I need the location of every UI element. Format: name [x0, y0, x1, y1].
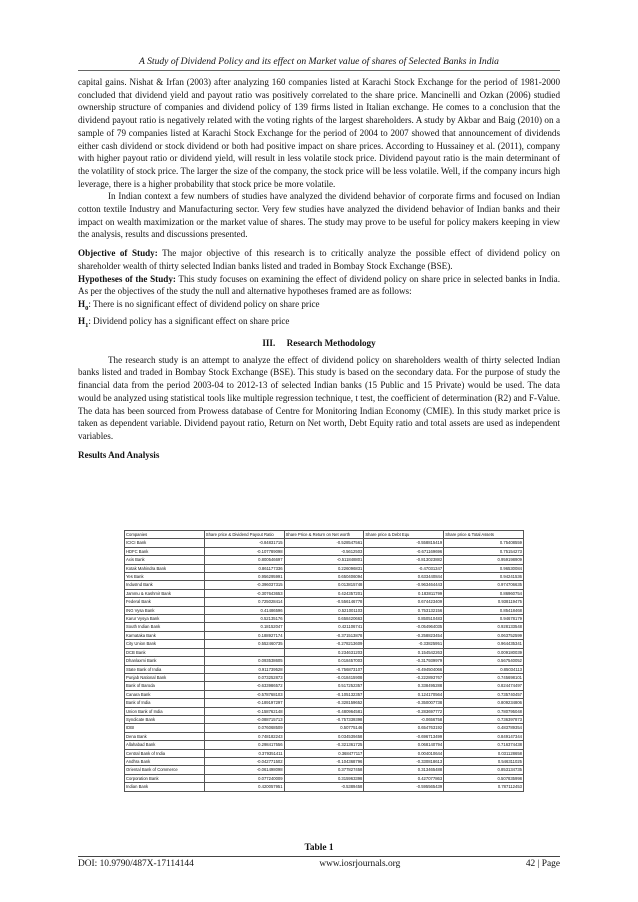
table-row [125, 707, 524, 715]
table-row [125, 741, 524, 749]
value-cell: -0.963464443 [364, 581, 444, 589]
value-cell: -0.278213609 [284, 640, 364, 648]
table-row [125, 749, 524, 757]
bank-name-cell: Central Bank of India [125, 749, 205, 757]
value-cell: 0.424357201 [284, 589, 364, 597]
page-body [78, 76, 560, 461]
value-cell: 0.18152047 [204, 623, 284, 631]
objective-paragraph [78, 247, 560, 272]
bank-name-cell: Jammu & Kashmir Bank [125, 589, 205, 597]
value-cell: 0.94678179 [444, 615, 524, 623]
value-cell: 0.093538605 [204, 657, 284, 665]
value-cell: 0.849147344 [444, 732, 524, 740]
table-row [125, 665, 524, 673]
h0-label: $H_0$ [78, 298, 89, 312]
bank-name-cell: IndusInd Bank [125, 581, 205, 589]
value-cell: -0.107789098 [204, 547, 284, 555]
value-cell: -0.494504066 [364, 665, 444, 673]
value-cell: 0.338495288 [364, 682, 444, 690]
correlation-table [124, 530, 524, 792]
paragraph-indian-context: In Indian context a few numbers of studies have analyzed the dividend behavior of corporate firms and focused on Indian cotton textile Industry and Manufacturing sector. Very few studies have analyzed the dividend behavior of Indian banks and their impact on wealth maximization or the market value of shares. The study may prove to be useful for policy makers keeping in view the analysis, results and discussions presented. [78, 191, 560, 240]
table-row [125, 774, 524, 782]
bank-name-cell: Karur Vysya Bank [125, 615, 205, 623]
bank-name-cell: South Indian Bank [125, 623, 205, 631]
null-hypothesis: $H_0$: There is no significant effect of dividend policy on share price [78, 298, 320, 312]
value-cell: 0.517252357 [284, 682, 364, 690]
bank-name-cell: Karnataka Bank [125, 631, 205, 639]
column-header: Share price & Total Assets [444, 531, 524, 539]
table-caption: Table 1 [304, 843, 334, 853]
bank-name-cell: City Union Bank [125, 640, 205, 648]
table-row [125, 699, 524, 707]
value-cell: 0.725028414 [204, 598, 284, 606]
objective-text: The major objective of this research is to critically analyze the possible effect of dividend policy on shareholder wealth of thirty selected Indian banks listed and traded in Bombay Stock Exchange (BSE). [78, 248, 560, 271]
value-cell: -0.47031347 [364, 564, 444, 572]
value-cell: -0.84831715 [204, 539, 284, 547]
value-cell: 0.154542263 [364, 648, 444, 656]
bank-name-cell: Punjab National Bank [125, 673, 205, 681]
value-cell: -0.756873107 [284, 665, 364, 673]
value-cell: 0.745698101 [444, 673, 524, 681]
table-row [125, 757, 524, 765]
value-cell: -0.307643653 [204, 589, 284, 597]
running-header: A Study of Dividend Policy and its effect on Market value of shares of Selected Banks in India [78, 56, 560, 71]
section-heading [78, 337, 560, 350]
value-cell: 0.861177336 [204, 564, 284, 572]
bank-name-cell: Kotak Mahindra Bank [125, 564, 205, 572]
table-row [125, 615, 524, 623]
value-cell: 0.124170564 [364, 690, 444, 698]
value-cell: -0.696713499 [364, 732, 444, 740]
value-cell: -0.105132357 [284, 690, 364, 698]
value-cell: 0.75408559 [444, 539, 524, 547]
value-cell: 0.073252873 [204, 673, 284, 681]
table-row [125, 640, 524, 648]
value-cell: 0.420057951 [204, 783, 284, 791]
value-cell: 0.824474497 [444, 682, 524, 690]
value-cell: 0.552460735 [204, 640, 284, 648]
value-cell: 0.658420663 [284, 615, 364, 623]
value-cell: 0.315963398 [284, 774, 364, 782]
value-cell: 0.004010644 [364, 749, 444, 757]
value-cell: 0.076068509 [204, 724, 284, 732]
paragraph-literature: capital gains. Nishat & Irfan (2003) after analyzing 160 companies listed at Karachi Stock Exchange for the period of 1981-2000 concluded that dividend yield and payout ratio was positively correlated to the share price. Mancinelli and Ozkan (2006) studied ownership structure of companies and dividend policy of 139 firms listed in Italian exchange. He comes to a conclusion that the dividend payout ratio is negatively related with the voting rights of the largest shareholders. A study by Akbar and Baig (2010) on a sample of 79 companies listed at Karachi Stock Exchange for the period of 2004 to 2007 showed that announcement of dividends either cash dividend or stock dividend or both had positive impact on share prices. According to Hussainey et al. (2011), company with higher payout ratio or dividend yield, will result in less volatile stock price. Dividend payout ratio is the main determinant of the volatility of stock price. The larger the size of the company, the stock price will be less volatile. Well, if the company incurs high leverage, there is a higher probability that stock price be more volatile. [78, 77, 560, 189]
table-row [125, 564, 524, 572]
table-row [125, 690, 524, 698]
value-cell: 0.650406094 [284, 573, 364, 581]
value-cell: -0.633986572 [204, 682, 284, 690]
value-cell: -0.396037315 [204, 581, 284, 589]
value-cell: 0.853134735 [444, 766, 524, 774]
value-cell: -0.158762148 [204, 707, 284, 715]
value-cell: 0.077240009 [204, 774, 284, 782]
objective-label: Objective of Study: [78, 248, 158, 259]
value-cell: -0.317939979 [364, 657, 444, 665]
value-cell: 0.974706635 [444, 581, 524, 589]
value-cell: -0.104368796 [284, 757, 364, 765]
bank-name-cell: Andhra Bank [125, 757, 205, 765]
table-row [125, 623, 524, 631]
value-cell: -0.0656758 [364, 715, 444, 723]
value-cell: -0.371513878 [284, 631, 364, 639]
value-cell: 0.226096831 [284, 564, 364, 572]
value-cell: 0.50775146 [284, 724, 364, 732]
table-row [125, 606, 524, 614]
value-cell: 0.809234806 [444, 699, 524, 707]
value-cell: 0.928133548 [444, 623, 524, 631]
bank-name-cell: Bank of Baroda [125, 682, 205, 690]
table-row [125, 657, 524, 665]
value-cell: 0.86960754 [444, 589, 524, 597]
bank-name-cell: DCB Bank [125, 648, 205, 656]
value-cell: -0.061498098 [204, 766, 284, 774]
bank-name-cell: Dhanlaxmi Bank [125, 657, 205, 665]
value-cell: 0.800546697 [204, 556, 284, 564]
value-cell: -0.578768103 [204, 690, 284, 698]
table-row [125, 556, 524, 564]
table-row [125, 732, 524, 740]
value-cell: 0.063752599 [444, 631, 524, 639]
value-cell: 0.938119475 [444, 598, 524, 606]
value-cell: -0.088715713 [204, 715, 284, 723]
value-cell: -0.671169696 [364, 547, 444, 555]
value-cell: -0.222893767 [364, 673, 444, 681]
table-row [125, 715, 524, 723]
value-cell: -0.33825951 [364, 640, 444, 648]
value-cell: -0.528547561 [284, 539, 364, 547]
table-row [125, 783, 524, 791]
value-cell: 0.956295991 [204, 573, 284, 581]
value-cell: 0.52135176 [204, 615, 284, 623]
table-row [125, 589, 524, 597]
value-cell: 0.716374438 [444, 741, 524, 749]
value-cell: 0.96530084 [444, 564, 524, 572]
alt-hypothesis: $H_1$: Dividend policy has a significant effect on share price [78, 316, 290, 330]
bank-name-cell: Syndicate Bank [125, 715, 205, 723]
footer-website: www.iosrjournals.org [319, 859, 401, 869]
value-cell: 0.748182243 [204, 732, 284, 740]
value-cell: 0.959198909 [444, 556, 524, 564]
section-title: Research Methodology [286, 337, 376, 348]
footer-page-number: 42 | Page [525, 859, 560, 869]
value-cell: -0.558815419 [364, 539, 444, 547]
value-cell: -0.330818613 [364, 757, 444, 765]
bank-name-cell: State Bank of India [125, 665, 205, 673]
value-cell: 0.735740457 [444, 690, 524, 698]
value-cell: -0.813023882 [364, 556, 444, 564]
value-cell: -0.018415908 [284, 673, 364, 681]
value-cell: -0.042771502 [204, 757, 284, 765]
value-cell: -0.321361725 [284, 741, 364, 749]
bank-name-cell: Indian Bank [125, 783, 205, 791]
value-cell: 0.41486596 [204, 606, 284, 614]
value-cell: 0.031128658 [444, 749, 524, 757]
bank-name-cell: IDBI [125, 724, 205, 732]
value-cell: -0.757339398 [284, 715, 364, 723]
value-cell: 0.654763192 [364, 724, 444, 732]
value-cell: -0.511848801 [284, 556, 364, 564]
bank-name-cell: Corporation Bank [125, 774, 205, 782]
table-row [125, 547, 524, 555]
value-cell: 0.313465488 [364, 766, 444, 774]
footer-doi: DOI: 10.9790/487X-17114144 [78, 859, 194, 869]
value-cell: 0.75154273 [444, 547, 524, 555]
value-cell: -0.189197297 [204, 699, 284, 707]
column-header: Share price & Debt Equ [364, 531, 444, 539]
value-cell: -0.5389458 [284, 783, 364, 791]
table-row [125, 766, 524, 774]
value-cell: 0.546311025 [444, 757, 524, 765]
bank-name-cell: Allahabad Bank [125, 741, 205, 749]
value-cell: 0.521001103 [284, 606, 364, 614]
value-cell: 0.483789354 [444, 724, 524, 732]
page-footer [78, 856, 560, 869]
value-cell: 0.183811799 [364, 589, 444, 597]
bank-name-cell: Bank of India [125, 699, 205, 707]
table-row [125, 673, 524, 681]
column-header: Share Price & Return on Net worth [284, 531, 364, 539]
value-cell: 0.379351411 [204, 749, 284, 757]
value-cell: 0.298417556 [204, 741, 284, 749]
h1-label: $H_1$ [78, 316, 89, 330]
value-cell: 0.234631203 [284, 648, 364, 656]
bank-name-cell: Axis Bank [125, 556, 205, 564]
value-cell: 0.753132156 [364, 606, 444, 614]
hypotheses-paragraph [78, 273, 560, 298]
value-cell: 0.674423409 [364, 598, 444, 606]
paragraph-methodology: The research study is an attempt to analyze the effect of dividend policy on shareholders wealth of thirty selected Indian banks listed and traded in Bombay Stock Exchange (BSE). This study is based on the secondary data. For the purpose of study the financial data from the period 2003-04 to 2012-13 of selected Indian banks (15 Public and 15 Private) would be used. The data would be analyzed using statistical tools like multiple regression technique, t test, the coefficient of determination (R2) and F-Value. The data has been sourced from Prowess database of Centre for Monitoring Indian Economy (CMIE). In this study market price is taken as dependent variable. Dividend payout ratio, Return on Net worth, Debt Equity ratio and total assets are used as independent variables. [78, 354, 560, 441]
value-cell: 0.911739528 [204, 665, 284, 673]
table-row [125, 631, 524, 639]
value-cell: 0.736397873 [444, 715, 524, 723]
bank-name-cell: HDFC Bank [125, 547, 205, 555]
value-cell: 0.780795048 [444, 707, 524, 715]
value-cell: 0.567540052 [444, 657, 524, 665]
hypotheses-text: This study focuses on examining the effect of dividend policy on share price in selected banks in India. As per the objectives of the study the null and alternative hypotheses framed are as follows: [78, 273, 560, 297]
value-cell: -0.283697772 [364, 707, 444, 715]
bank-name-cell: Dena Bank [125, 732, 205, 740]
bank-name-cell: Union Bank of India [125, 707, 205, 715]
value-cell: 0.850510483 [364, 615, 444, 623]
value-cell [204, 648, 284, 656]
table-body [125, 539, 524, 791]
value-cell: 0.068140794 [364, 741, 444, 749]
value-cell: -0.258823454 [364, 631, 444, 639]
hypotheses-label: Hypotheses of the Study: [78, 273, 176, 284]
value-cell: 0.009180039 [444, 648, 524, 656]
value-cell: 0.018457003 [284, 657, 364, 665]
value-cell: 0.85418468 [444, 606, 524, 614]
table-row [125, 598, 524, 606]
value-cell: 0.507835998 [444, 774, 524, 782]
table-row [125, 573, 524, 581]
bank-name-cell: Yes Bank [125, 573, 205, 581]
value-cell: -0.054964035 [364, 623, 444, 631]
table-row [125, 581, 524, 589]
value-cell: 0.377827458 [284, 766, 364, 774]
table-row [125, 724, 524, 732]
value-cell: -0.5612503 [284, 547, 364, 555]
value-cell: -0.595565439 [364, 783, 444, 791]
value-cell: -0.556146778 [284, 598, 364, 606]
value-cell: 0.94241536 [444, 573, 524, 581]
value-cell: 0.188927174 [204, 631, 284, 639]
bank-name-cell: Canara Bank [125, 690, 205, 698]
table-row [125, 682, 524, 690]
value-cell: 0.013815748 [284, 581, 364, 589]
value-cell: 0.787112453 [444, 783, 524, 791]
results-heading: Results And Analysis [78, 449, 160, 460]
bank-name-cell: Oriental Bank of Commerce [125, 766, 205, 774]
value-cell: 0.85034113 [444, 665, 524, 673]
value-cell: 0.427077863 [364, 774, 444, 782]
value-cell: -0.350007738 [364, 699, 444, 707]
value-cell: 0.633440844 [364, 573, 444, 581]
bank-name-cell: ICICI Bank [125, 539, 205, 547]
value-cell: 0.368477117 [284, 749, 364, 757]
table-header-row [125, 531, 524, 539]
column-header: Share price & Dividend Payout Ratio [204, 531, 284, 539]
value-cell: 0.964435341 [444, 640, 524, 648]
section-number: III. [262, 337, 276, 348]
table-row [125, 648, 524, 656]
bank-name-cell: ING Vysa Bank [125, 606, 205, 614]
value-cell: -0.328159652 [284, 699, 364, 707]
value-cell: -0.480964581 [284, 707, 364, 715]
value-cell: 0.421106741 [284, 623, 364, 631]
bank-name-cell: Federal Bank [125, 598, 205, 606]
table-row [125, 539, 524, 547]
column-header: Companies [125, 531, 205, 539]
value-cell: 0.034539458 [284, 732, 364, 740]
